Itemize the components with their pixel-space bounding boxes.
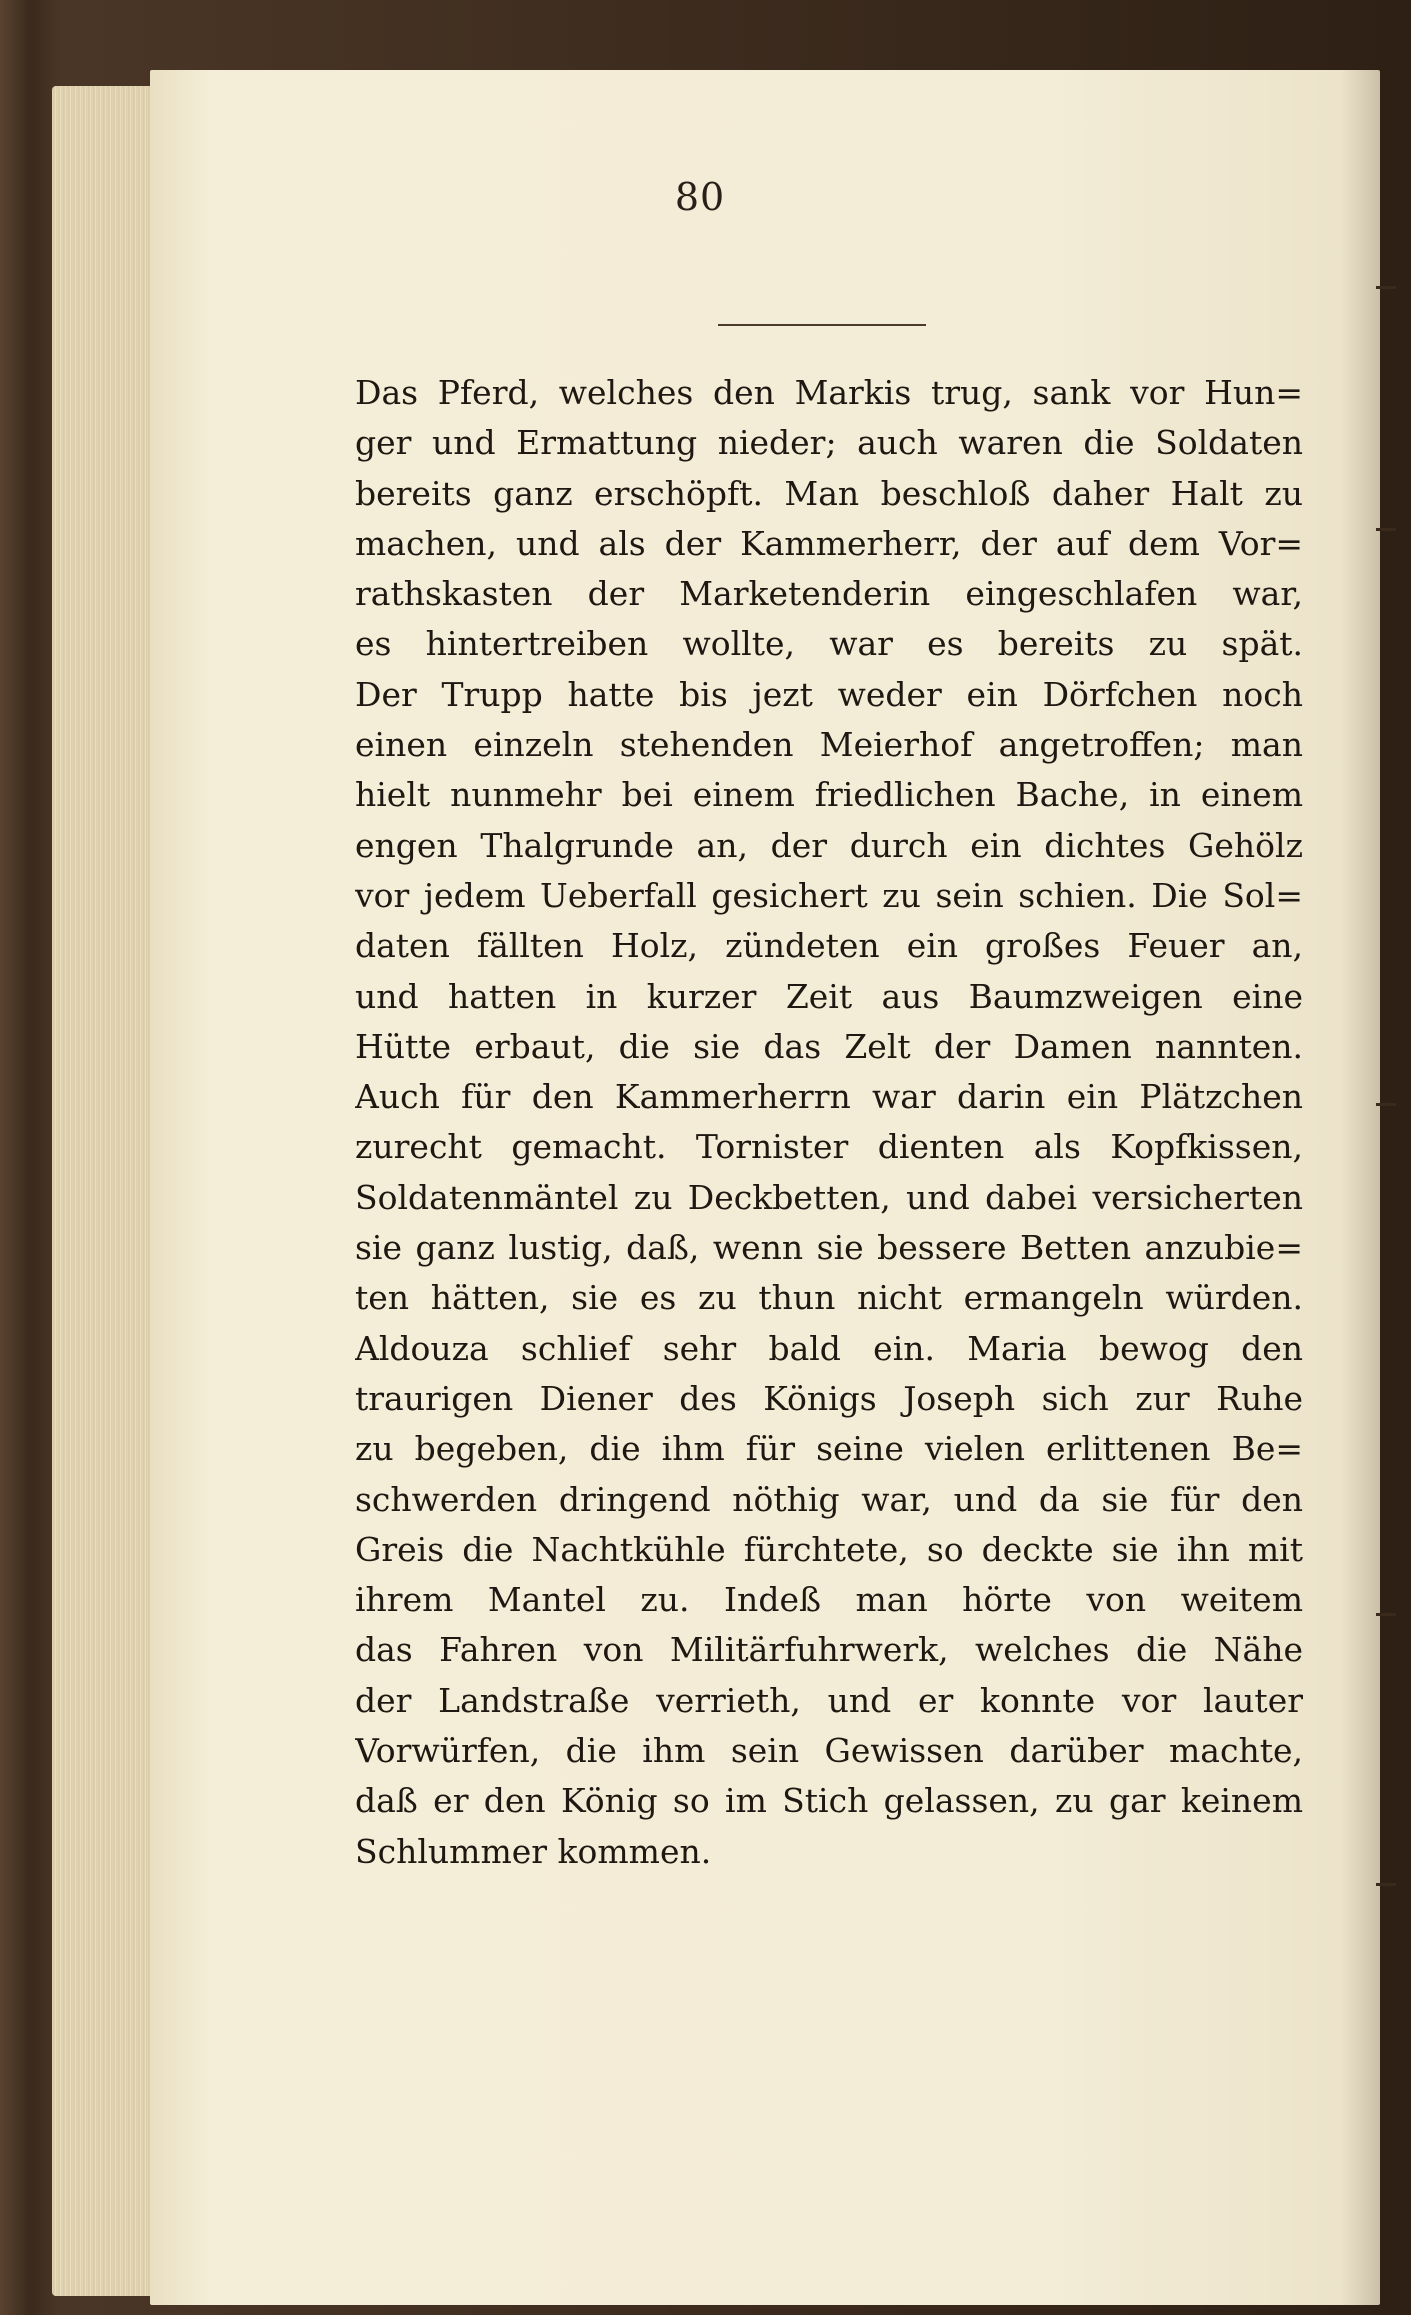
text-line: machen, und als der Kammerherr, der auf dem Vor= bbox=[355, 523, 1303, 563]
text-line: zu begeben, die ihm für seine vielen erlittenen Be= bbox=[355, 1429, 1303, 1469]
margin-mark bbox=[1376, 528, 1396, 531]
text-line: vor jedem Ueberfall gesichert zu sein schien. Die Sol= bbox=[355, 875, 1303, 915]
text-line: ten hätten, sie es zu thun nicht ermangeln würden. bbox=[355, 1278, 1303, 1318]
text-line: das Fahren von Militärfuhrwerk, welches die Nähe bbox=[355, 1630, 1303, 1670]
text-line: rathskasten der Marketenderin eingeschlafen war, bbox=[355, 574, 1303, 614]
text-line: engen Thalgrunde an, der durch ein dichtes Gehölz bbox=[355, 825, 1303, 865]
margin-mark bbox=[1376, 1103, 1396, 1106]
page-gutter-shadow bbox=[1340, 70, 1380, 2305]
body-text bbox=[355, 368, 1303, 1877]
text-line: bereits ganz erschöpft. Man beschloß daher Halt zu bbox=[355, 473, 1303, 513]
text-line: und hatten in kurzer Zeit aus Baumzweigen eine bbox=[355, 976, 1303, 1016]
text-line: Das Pferd, welches den Markis trug, sank vor Hun= bbox=[355, 373, 1303, 412]
text-line: ger und Ermattung nieder; auch waren die Soldaten bbox=[355, 423, 1303, 463]
text-line: ihrem Mantel zu. Indeß man hörte von weitem bbox=[355, 1580, 1303, 1620]
text-line: traurigen Diener des Königs Joseph sich zur Ruhe bbox=[355, 1378, 1303, 1418]
text-line: zurecht gemacht. Tornister dienten als Kopfkissen, bbox=[355, 1127, 1303, 1167]
text-line: Auch für den Kammerherrn war darin ein Plätzchen bbox=[355, 1077, 1303, 1117]
text-line: einen einzeln stehenden Meierhof angetroffen; man bbox=[355, 725, 1303, 765]
text-line: Soldatenmäntel zu Deckbetten, und dabei versicherten bbox=[355, 1177, 1303, 1217]
text-line: daten fällten Holz, zündeten ein großes Feuer an, bbox=[355, 926, 1303, 966]
text-line: Aldouza schlief sehr bald ein. Maria bewog den bbox=[355, 1328, 1303, 1368]
text-line: hielt nunmehr bei einem friedlichen Bache, in einem bbox=[355, 775, 1303, 815]
text-line: Greis die Nachtkühle fürchtete, so deckte sie ihn mit bbox=[355, 1529, 1303, 1569]
text-line: Der Trupp hatte bis jezt weder ein Dörfchen noch bbox=[355, 674, 1303, 714]
text-line: es hintertreiben wollte, war es bereits zu spät. bbox=[355, 624, 1303, 664]
text-line: Schlummer kommen. bbox=[355, 1831, 712, 1871]
text-line: der Landstraße verrieth, und er konnte vor lauter bbox=[355, 1680, 1303, 1720]
margin-mark bbox=[1376, 1883, 1396, 1886]
text-line: daß er den König so im Stich gelassen, zu gar keinem bbox=[355, 1781, 1303, 1821]
text-line: Hütte erbaut, die sie das Zelt der Damen nannten. bbox=[355, 1026, 1303, 1066]
page-edges bbox=[52, 86, 162, 2296]
page-number: 80 bbox=[674, 175, 726, 219]
text-line: sie ganz lustig, daß, wenn sie bessere Betten anzubie= bbox=[355, 1228, 1303, 1268]
margin-mark bbox=[1376, 1613, 1396, 1616]
margin-mark bbox=[1376, 286, 1396, 289]
header-rule bbox=[718, 324, 926, 326]
text-line: schwerden dringend nöthig war, und da sie für den bbox=[355, 1479, 1303, 1519]
text-line: Vorwürfen, die ihm sein Gewissen darüber machte, bbox=[355, 1731, 1303, 1771]
